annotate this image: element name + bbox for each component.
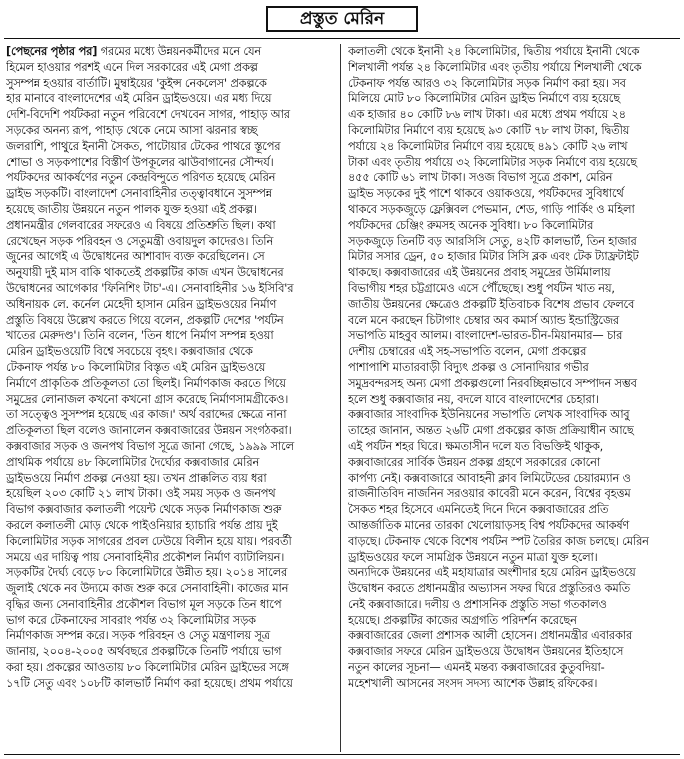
line-text: দেশি-বিদেশি পর্যটকরা নতুন পরিবেশে দেখবেন সাগর, পাহাড় আর xyxy=(6,108,290,122)
text-line xyxy=(6,423,334,439)
text-line xyxy=(348,297,676,313)
text-line xyxy=(6,344,334,360)
line-text: জুনের আগেই এ উদ্বোধনের আশাবাদ ব্যক্ত করেছিলেন। সে xyxy=(6,250,265,264)
line-text: থাকছে। কক্সবাজারের এই উন্নয়নের প্রবাহ সমুদ্রের উর্মিমালায় xyxy=(348,266,611,280)
line-text: সময়ে এর দায়িত্ব পায় সেনাবাহিনীর প্রকৌশল নির্মাণ ব্যাটালিয়ন। xyxy=(6,550,285,564)
column-divider xyxy=(340,44,341,752)
line-text: প্রতিকূলতা ছিল বলেও জানালেন কক্সবাজারের উন্নয়ন সংগঠকরা। xyxy=(6,424,292,438)
text-line xyxy=(6,502,334,518)
line-text: বিভাগীয় শহর চট্টগ্রামেও এসে পৌঁছেছে। শুধু পর্যটন খাত নয়, xyxy=(348,281,615,295)
text-line xyxy=(348,644,676,660)
text-line xyxy=(6,60,334,76)
text-line xyxy=(348,502,676,518)
text-line xyxy=(6,76,334,92)
text-line xyxy=(348,676,676,692)
text-line xyxy=(6,628,334,644)
line-text: রাজনীতিবিদ নাজনিন সরওয়ার কাবেরী মনে করেন, বিশ্বের বৃহত্তম xyxy=(348,487,631,501)
line-text: থাকবে সড়কজুড়ে ফ্লেক্সিবল পেভমান, শেড, গাড়ি পার্কিং ও মহিলা xyxy=(348,202,635,216)
text-line xyxy=(348,565,676,581)
line-text: কক্সবাজার সাংবাদিক ইউনিয়নের সভাপতি লেখক সাংবাদিক আবু xyxy=(348,408,630,422)
text-line xyxy=(348,265,676,281)
line-text: পর্যায়ে ২৪ কিলোমিটার নির্মাণে ব্যয় হয়েছে ৪৯১ কোটি ২৬ লাখ xyxy=(348,139,628,153)
text-line xyxy=(6,486,334,502)
text-line xyxy=(348,392,676,408)
line-text: জাতীয় উন্নয়নের ক্ষেত্রেও প্রকল্পটি ইতিবাচক বিশেষ প্রভাব ফেলবে xyxy=(348,297,635,311)
line-text: অন্যদিকে উন্নয়নের এই মহাযাত্রার অংশীদার হয়ে মেরিন ড্রাইভওয়ে xyxy=(348,566,636,580)
text-line xyxy=(6,471,334,487)
line-text: তা সত্ত্বেও সুসম্পন্ন হয়েছে এর কাজ।' অর্থ বরাদ্দের ক্ষেত্রে নানা xyxy=(6,408,287,422)
line-text: হয়েছিল ২০৩ কোটি ২১ লাখ টাকা। ওই সময় সড়ক ও জনপথ xyxy=(6,487,276,501)
line-text: ড্রাইভ সড়কটি। বাংলাদেশ সেনাবাহিনীর তত্ত্বাবধানে সুসম্পন্ন xyxy=(6,187,272,201)
text-line xyxy=(348,202,676,218)
line-text: এক হাজার ৪০ কোটি ৮৬ লাখ টাকা। এর মধ্যে প্রথম পর্যায়ে ২৪ xyxy=(348,108,626,122)
line-text: নতুন কালের সূচনা— এমনই মন্তব্য কক্সবাজারের কুতুবদিয়া- xyxy=(348,661,605,675)
jump-label: [পেছনের পৃষ্ঠার পর] xyxy=(6,45,98,58)
text-line xyxy=(348,344,676,360)
line-text: প্রাথমিক পর্যায়ে ৪৮ কিলোমিটার দৈর্ঘ্যের কক্সবাজার মেরিন xyxy=(6,455,260,469)
line-text: নির্মাণকাজ সম্পন্ন করে। সড়ক পরিবহন ও সেতু মন্ত্রণালয় সূত্র xyxy=(6,629,270,643)
text-line xyxy=(348,44,676,60)
text-line xyxy=(6,91,334,107)
text-line xyxy=(348,186,676,202)
line-text: ৪৫৫ কোটি ৬১ লাখ টাকা। সওজ বিভাগ সূত্রে প্রকাশ, মেরিন xyxy=(348,171,613,185)
text-line xyxy=(6,249,334,265)
text-line xyxy=(6,360,334,376)
line-text: পর্যটকদের চেঞ্জিং রুমসহ অনেক সুবিধা। ৮০ কিলোমিটার xyxy=(348,218,594,232)
text-line xyxy=(6,170,334,186)
right-column xyxy=(348,44,676,754)
line-text: আন্তর্জাতিক মানের তারকা খেলোয়াড়সহ বিশ্ব পর্যটকদের আকর্ষণ xyxy=(348,518,630,532)
left-column xyxy=(6,44,334,754)
text-line xyxy=(6,676,334,692)
line-text: সড়কজুড়ে তিনটি বড় আরসিসি সেতু, ৪২টি কালভার্ট, তিন হাজার xyxy=(348,234,637,248)
headline: প্রস্তুত মেরিন xyxy=(299,8,385,29)
text-line xyxy=(348,91,676,107)
line-text: তাহের জানান, অন্তত ২৬টি মেগা প্রকল্পের কাজ প্রক্রিয়াধীন আছে xyxy=(348,424,634,438)
line-text: এই পর্যটন শহর ঘিরে। ক্ষমতাসীন দলে যত বিভক্তিই থাকুক, xyxy=(348,439,604,453)
line-text: বিভাগ কক্সবাজার কলাতলী পয়েন্ট থেকে সড়ক নির্মাণকাজ শুরু xyxy=(6,503,282,517)
text-line xyxy=(348,170,676,186)
line-text: অধিনায়ক লে. কর্নেল মেহেদী হাসান মেরিন ড্রাইভওয়ের নির্মাণ xyxy=(6,297,277,311)
line-text: কার্পণ্য নেই। কক্সবাজারে আবাহনী ক্লাব লিমিটেডের চেয়ারম্যান ও xyxy=(348,471,631,485)
text-line xyxy=(348,155,676,171)
line-text: শোভা ও সড়কপাশের বিস্তীর্ণ উপকূলের ঝাউবাগানের সৌন্দর্য। xyxy=(6,155,274,169)
bottom-rule xyxy=(4,754,680,755)
line-text: হার মানাবে বাংলাদেশের এই মেরিন ড্রাইভওয়ে। এর মধ্য দিয়ে xyxy=(6,92,272,106)
text-line xyxy=(348,123,676,139)
text-line xyxy=(348,534,676,550)
text-line xyxy=(6,297,334,313)
text-line xyxy=(6,407,334,423)
line-text: টাকা এবং তৃতীয় পর্যায়ে ৩২ কিলোমিটার সড়ক নির্মাণে ব্যয় হয়েছে xyxy=(348,155,637,169)
headline-area xyxy=(0,0,684,40)
text-line xyxy=(348,486,676,502)
text-line xyxy=(6,313,334,329)
line-text: বাড়ছে। টেকনাফ থেকে বিশেষ পর্যটন স্পট তৈরির কাজ চলছে। মেরিন xyxy=(348,534,649,548)
text-line xyxy=(348,407,676,423)
text-line xyxy=(6,155,334,171)
line-text: মিলিয়ে মোট ৮০ কিলোমিটার মেরিন ড্রাইভ নির্মাণে ব্যয় হয়েছে xyxy=(348,92,620,106)
text-line xyxy=(348,218,676,234)
line-text: কলাতলী থেকে ইনানী ২৪ কিলোমিটার, দ্বিতীয় পর্যায়ে ইনানী থেকে xyxy=(348,45,640,58)
text-line xyxy=(6,139,334,155)
line-text: জুলাই থেকে নব উদ্যমে কাজ শুরু করে সেনাবাহিনী। কাজের মান xyxy=(6,582,289,596)
line-text: সভাপতি মাহবুব আলম। বাংলাদেশ-ভারত-চীন-মিয়ানমার— চার xyxy=(348,329,623,343)
line-text: ভাগ করে টেকনাফের সাবরাং পর্যন্ত ৩২ কিলোমিটার সড়ক xyxy=(6,613,256,627)
line-text: হলে শুধু কক্সবাজার নয়, বদলে যাবে বাংলাদেশের চেহারা। xyxy=(348,392,599,406)
line-text: করলে কলাতলী মোড় থেকে পাইওনিয়ার হ্যাচারি পর্যন্ত প্রায় দুই xyxy=(6,518,278,532)
text-line xyxy=(348,439,676,455)
line-text: ড্রাইভওয়ে নির্মাণ প্রকল্প নেওয়া হয়। তখন প্রাক্কলিত ব্যয় ধরা xyxy=(6,471,267,485)
line-text: জানায়, ২০০৪-২০০৫ অর্থবছরে প্রকল্পটিকে তিনটি পর্যায়ে ভাগ xyxy=(6,645,282,659)
line-text: সড়কটির দৈর্ঘ্য বেড়ে ৮০ কিলোমিটারে উন্নীত হয়। ২০১৪ সালের xyxy=(6,566,288,580)
line-text: রেখেছেন সড়ক পরিবহন ও সেতুমন্ত্রী ওবায়দুল কাদেরও। তিনি xyxy=(6,234,274,248)
line-text: কক্সবাজারের সার্বিক উন্নয়ন প্রকল্প গ্রহণে সরকারের কোনো xyxy=(348,455,600,469)
text-line xyxy=(348,581,676,597)
line-text: কক্সবাজার সড়ক ও জনপথ বিভাগ সূত্রে জানা গেছে, ১৯৯৯ সালে xyxy=(6,439,294,453)
line-text: পর্যটকদের আকর্ষণের নতুন কেন্দ্রবিন্দুতে পরিণত হয়েছে মেরিন xyxy=(6,171,276,185)
text-line xyxy=(6,550,334,566)
line-text: পাশাপাশি মাতারবাড়ী বিদ্যুৎ প্রকল্প ও সোনাদিয়ার গভীর xyxy=(348,360,589,374)
line-text: মিটার সসার ড্রেন, ৫০ হাজার মিটার সিসি ব্লক এবং টেক ট্যাফ্রটাইট xyxy=(348,250,639,264)
line-text: খাতের মেরুদণ্ড'। তিনি বলেন, 'তিন ধাপে নির্মাণ সম্পন্ন হওয়া xyxy=(6,329,274,343)
text-line xyxy=(348,455,676,471)
line-text: বলে মনে করছেন চিটাগাং চেম্বার অব কমার্স অ্যান্ড ইন্ডাস্ট্রিজের xyxy=(348,313,619,327)
text-line xyxy=(348,249,676,265)
line-text: কিলোমিটার সড়ক সাগরের প্রবল ঢেউয়ে বিলীন হয়ে যায়। পরবর্তী xyxy=(6,534,292,548)
text-line xyxy=(6,234,334,250)
line-text: সুসম্পন্ন হওয়ার বার্তাটি। মুম্বাইয়ের 'কুইন্স নেকলেস' প্রকল্পকে xyxy=(6,76,267,90)
text-line xyxy=(348,597,676,613)
line-text: সড়কের অনন্য রূপ, পাহাড় থেকে নেমে আসা ঝরনার স্বচ্ছ xyxy=(6,123,258,137)
line-text: বৃদ্ধির জন্য সেনাবাহিনীর প্রকৌশল বিভাগ মূল সড়কে তিন ধাপে xyxy=(6,597,282,611)
line-text: অনুযায়ী দুই মাস বাকি থাকতেই প্রকল্পটির কাজ এখন উদ্বোধনের xyxy=(6,266,284,280)
line-text: কক্সবাজারের জেলা প্রশাসক আলী হোসেন। প্রধানমন্ত্রীর এবারকার xyxy=(348,629,633,643)
top-rule xyxy=(4,38,680,39)
line-text: হয়েছে জাতীয় উন্নয়নে নতুন পালক যুক্ত হওয়া এই প্রকল্প। xyxy=(6,202,257,216)
text-line xyxy=(348,139,676,155)
line-text: শিলখালী পর্যন্ত ২৪ কিলোমিটার এবং তৃতীয় পর্যায়ে শিলখালী থেকে xyxy=(348,60,642,74)
text-line xyxy=(348,313,676,329)
text-line xyxy=(6,265,334,281)
text-line xyxy=(348,328,676,344)
text-line xyxy=(6,328,334,344)
text-line xyxy=(6,44,334,60)
text-line xyxy=(6,392,334,408)
text-line xyxy=(348,613,676,629)
line-text: টেকনাফ পর্যন্ত ৮০ কিলোমিটার বিস্তৃত এই মেরিন ড্রাইভওয়ে xyxy=(6,360,266,374)
text-line xyxy=(348,76,676,92)
line-text: টেকনাফ পর্যন্ত আরও ৩২ কিলোমিটার সড়ক নির্মাণ করা হয়। সব xyxy=(348,76,626,90)
line-text: দেশীয় চেম্বারের এই সহ-সভাপতি বলেন, মেগা প্রকল্পের xyxy=(348,345,587,359)
text-line xyxy=(6,186,334,202)
text-line xyxy=(6,597,334,613)
text-line xyxy=(348,107,676,123)
text-line xyxy=(6,218,334,234)
text-line xyxy=(348,471,676,487)
text-line xyxy=(6,613,334,629)
text-line xyxy=(348,660,676,676)
line-text: মেরিন ড্রাইভওয়েটি বিশ্বে সবচেয়ে বৃহৎ। কক্সবাজার থেকে xyxy=(6,345,253,359)
text-line xyxy=(6,565,334,581)
line-text: গরমের মধ্যে উন্নয়নকর্মীদের মনে যেন xyxy=(97,45,261,58)
line-text: নির্মাণে প্রাকৃতিক প্রতিকূলতা তো ছিলই। নির্মাণকাজ করতে গিয়ে xyxy=(6,376,286,390)
text-line xyxy=(6,107,334,123)
text-line xyxy=(348,234,676,250)
text-line xyxy=(6,660,334,676)
line-text: সমুদ্রের লোনাজল কখনো কখনো গ্রাস করেছে নির্মাণসামগ্রীকেও। xyxy=(6,392,289,406)
text-line xyxy=(6,534,334,550)
line-text: ১৭টি সেতু এবং ১০৮টি কালভার্ট নির্মাণ করা হয়েছে। প্রথম পর্যায়ে xyxy=(6,676,293,690)
line-text: উদ্বোধন করতে প্রধানমন্ত্রীর অভ্যাসন সফর ঘিরে প্রস্তুতিরও কমতি xyxy=(348,582,631,596)
line-text: কিলোমিটার নির্মাণে ব্যয় হয়েছে ৯৩ কোটি ৭৮ লাখ টাকা, দ্বিতীয় xyxy=(348,123,630,137)
text-line xyxy=(348,550,676,566)
line-text: ড্রাইভ সড়কের দুই পাশে থাকবে ওয়াকওয়ে, পর্যটকদের সুবিধার্থে xyxy=(348,187,624,201)
text-line xyxy=(348,628,676,644)
text-line xyxy=(348,281,676,297)
line-text: হিমেল হাওয়ার পরশই এনে দিল সরকারের এই মেগা প্রকল্প xyxy=(6,60,258,74)
line-text: ড্রাইভওয়ের ফলে সামগ্রিক উন্নয়নে নতুন মাত্রা যুক্ত হলো। xyxy=(348,550,598,564)
line-text: মহেশখালী আসনের সংসদ সদস্য আশেক উল্লাহ রফিকের। xyxy=(348,676,598,690)
line-text: করা হয়। প্রকল্পের আওতায় ৮০ কিলোমিটার মেরিন ড্রাইভের সঙ্গে xyxy=(6,661,289,675)
line-text: কক্সবাজার সফরে মেরিন ড্রাইভওয়ে উদ্বোধন উন্নয়নের ইতিহাসে xyxy=(348,645,624,659)
text-line xyxy=(6,123,334,139)
text-line xyxy=(348,60,676,76)
line-text: নেই কক্সবাজারে। দলীয় ও প্রশাসনিক প্রস্তুতি সভা গতকালও xyxy=(348,597,607,611)
line-text: প্রস্তুতি বিষয়ে উল্লেখ করতে গিয়ে বলেন, প্রকল্পটি দেশের 'পর্যটন xyxy=(6,313,284,327)
line-text: প্রধানমন্ত্রীর গেলবারের সফরেও এ বিষয়ে প্রতিশ্রুতি ছিল। কথা xyxy=(6,218,276,232)
text-line xyxy=(6,581,334,597)
line-text: সমুদ্রবন্দরসহ অন্য মেগা প্রকল্পগুলো নিরবচ্ছিন্নভাবে সম্পাদন সম্ভব xyxy=(348,376,637,390)
headline-box xyxy=(266,6,418,32)
text-line xyxy=(6,455,334,471)
text-line xyxy=(6,518,334,534)
line-text: উদ্বোধনের আগেকার 'ফিনিশিং টাচ'-এ। সেনাবাহিনীর ১৬ ইসিবি'র xyxy=(6,281,294,295)
line-text: হয়েছে। প্রকল্পটির কাজের অগ্রগতি পরিদর্শন করেছেন xyxy=(348,613,577,627)
text-line xyxy=(6,439,334,455)
text-line xyxy=(6,281,334,297)
text-line xyxy=(6,644,334,660)
line-text: সৈকত শহর হিসেবে এমনিতেই দিনে দিনে কক্সবাজারের প্রতি xyxy=(348,503,609,517)
text-line xyxy=(6,202,334,218)
text-line xyxy=(6,376,334,392)
text-line xyxy=(348,423,676,439)
text-line xyxy=(348,376,676,392)
text-line xyxy=(348,360,676,376)
line-text: জলরাশি, পাথুরে ইনানী সৈকত, পাটোয়ার টেকের পাথরে স্তূপের xyxy=(6,139,281,153)
text-line xyxy=(348,518,676,534)
